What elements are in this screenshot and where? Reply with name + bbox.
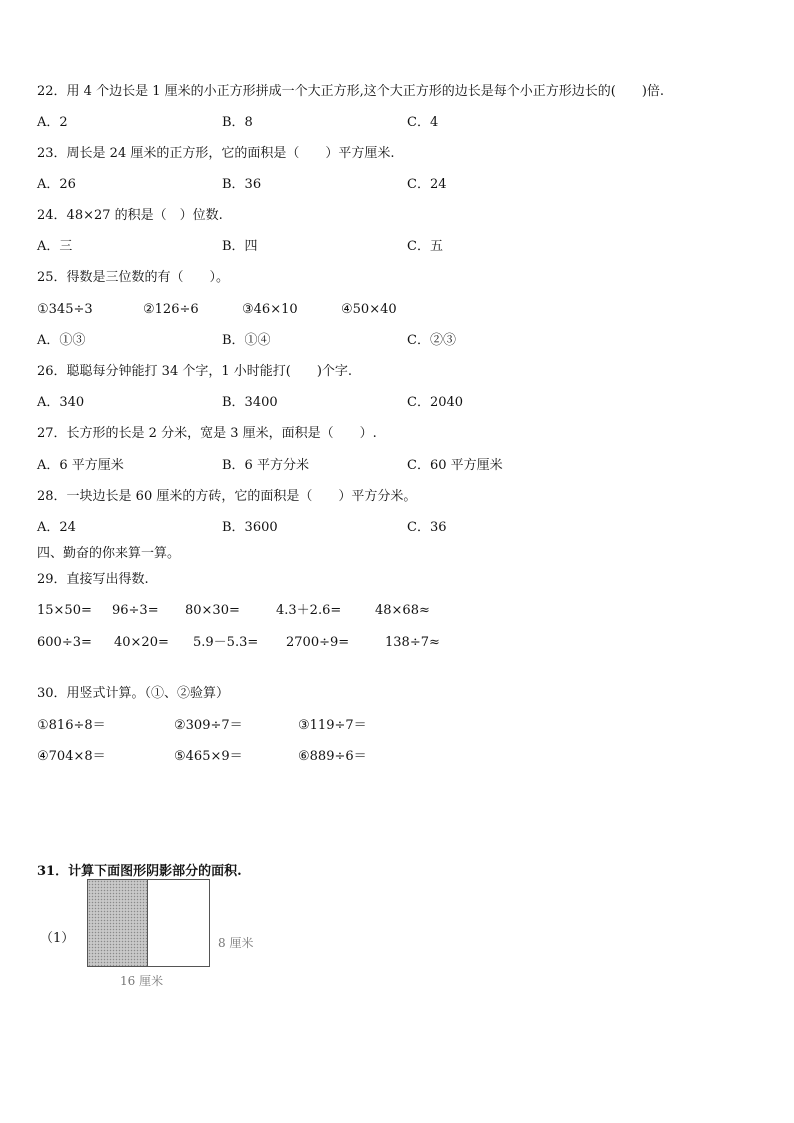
q29-expr: 48×68≈ xyxy=(375,603,430,618)
q29-expr: 80×30= xyxy=(185,603,240,618)
q28-option-a: A．24 xyxy=(37,520,76,535)
q24-option-b: B．四 xyxy=(222,239,258,254)
figure-right-label: 8 厘米 xyxy=(218,936,254,950)
q29-expr: 40×20= xyxy=(114,635,169,650)
q31-stem: 31．计算下面图形阴影部分的面积. xyxy=(37,864,242,879)
q24-stem: 24．48×27 的积是（ ）位数. xyxy=(37,208,223,223)
q26-option-b: B．3400 xyxy=(222,395,278,410)
q31-part-label: （1） xyxy=(40,931,75,946)
q30-expr: ①816÷8＝ xyxy=(37,718,106,733)
q29-expr: 4.3＋2.6= xyxy=(276,603,342,618)
q25-option-a: A．①③ xyxy=(37,333,86,348)
q25-item: ②126÷6 xyxy=(143,302,199,317)
q30-expr: ⑤465×9＝ xyxy=(174,749,243,764)
section-title: 四、勤奋的你来算一算。 xyxy=(37,546,181,561)
q23-stem: 23．周长是 24 厘米的正方形，它的面积是（ ）平方厘米. xyxy=(37,146,395,161)
q30-expr: ②309÷7＝ xyxy=(174,718,243,733)
figure-bottom-label: 16 厘米 xyxy=(120,974,164,988)
q29-expr: 15×50= xyxy=(37,603,92,618)
q25-option-b: B．①④ xyxy=(222,333,271,348)
q22-stem: 22．用 4 个边长是 1 厘米的小正方形拼成一个大正方形,这个大正方形的边长是每个小正方形边长的( )倍. xyxy=(37,84,665,99)
q30-stem: 30．用竖式计算。（①、②验算） xyxy=(37,686,230,701)
q29-stem: 29．直接写出得数. xyxy=(37,572,149,587)
q29-expr: 5.9－5.3= xyxy=(193,635,259,650)
q28-option-b: B．3600 xyxy=(222,520,278,535)
q24-option-c: C．五 xyxy=(407,239,443,254)
q23-option-c: C．24 xyxy=(407,177,447,192)
q28-stem: 28．一块边长是 60 厘米的方砖，它的面积是（ ）平方分米。 xyxy=(37,489,417,504)
shaded-square xyxy=(87,879,148,967)
q30-expr: ④704×8＝ xyxy=(37,749,106,764)
q23-option-b: B．36 xyxy=(222,177,262,192)
q28-option-c: C．36 xyxy=(407,520,447,535)
q26-option-c: C．2040 xyxy=(407,395,464,410)
q29-expr: 96÷3= xyxy=(112,603,159,618)
q29-expr: 138÷7≈ xyxy=(385,635,440,650)
q29-expr: 600÷3= xyxy=(37,635,92,650)
q27-stem: 27．长方形的长是 2 分米，宽是 3 厘米，面积是（ ）. xyxy=(37,426,377,441)
q25-item: ③46×10 xyxy=(242,302,298,317)
q24-option-a: A．三 xyxy=(37,239,73,254)
q25-item: ④50×40 xyxy=(341,302,397,317)
q25-item: ①345÷3 xyxy=(37,302,93,317)
q25-option-c: C．②③ xyxy=(407,333,456,348)
q26-stem: 26．聪聪每分钟能打 34 个字，1 小时能打( )个字. xyxy=(37,364,353,379)
q26-option-a: A．340 xyxy=(37,395,85,410)
q30-expr: ③119÷7＝ xyxy=(298,718,367,733)
q27-option-a: A．6 平方厘米 xyxy=(37,458,124,473)
q29-expr: 2700÷9= xyxy=(286,635,350,650)
q25-stem: 25．得数是三位数的有（ ）。 xyxy=(37,270,230,285)
q27-option-c: C．60 平方厘米 xyxy=(407,458,503,473)
q22-option-a: A．2 xyxy=(37,115,68,130)
q30-expr: ⑥889÷6＝ xyxy=(298,749,367,764)
q23-option-a: A．26 xyxy=(37,177,76,192)
q22-option-c: C．4 xyxy=(407,115,439,130)
unshaded-square xyxy=(147,879,210,967)
q22-option-b: B．8 xyxy=(222,115,253,130)
q27-option-b: B．6 平方分米 xyxy=(222,458,309,473)
